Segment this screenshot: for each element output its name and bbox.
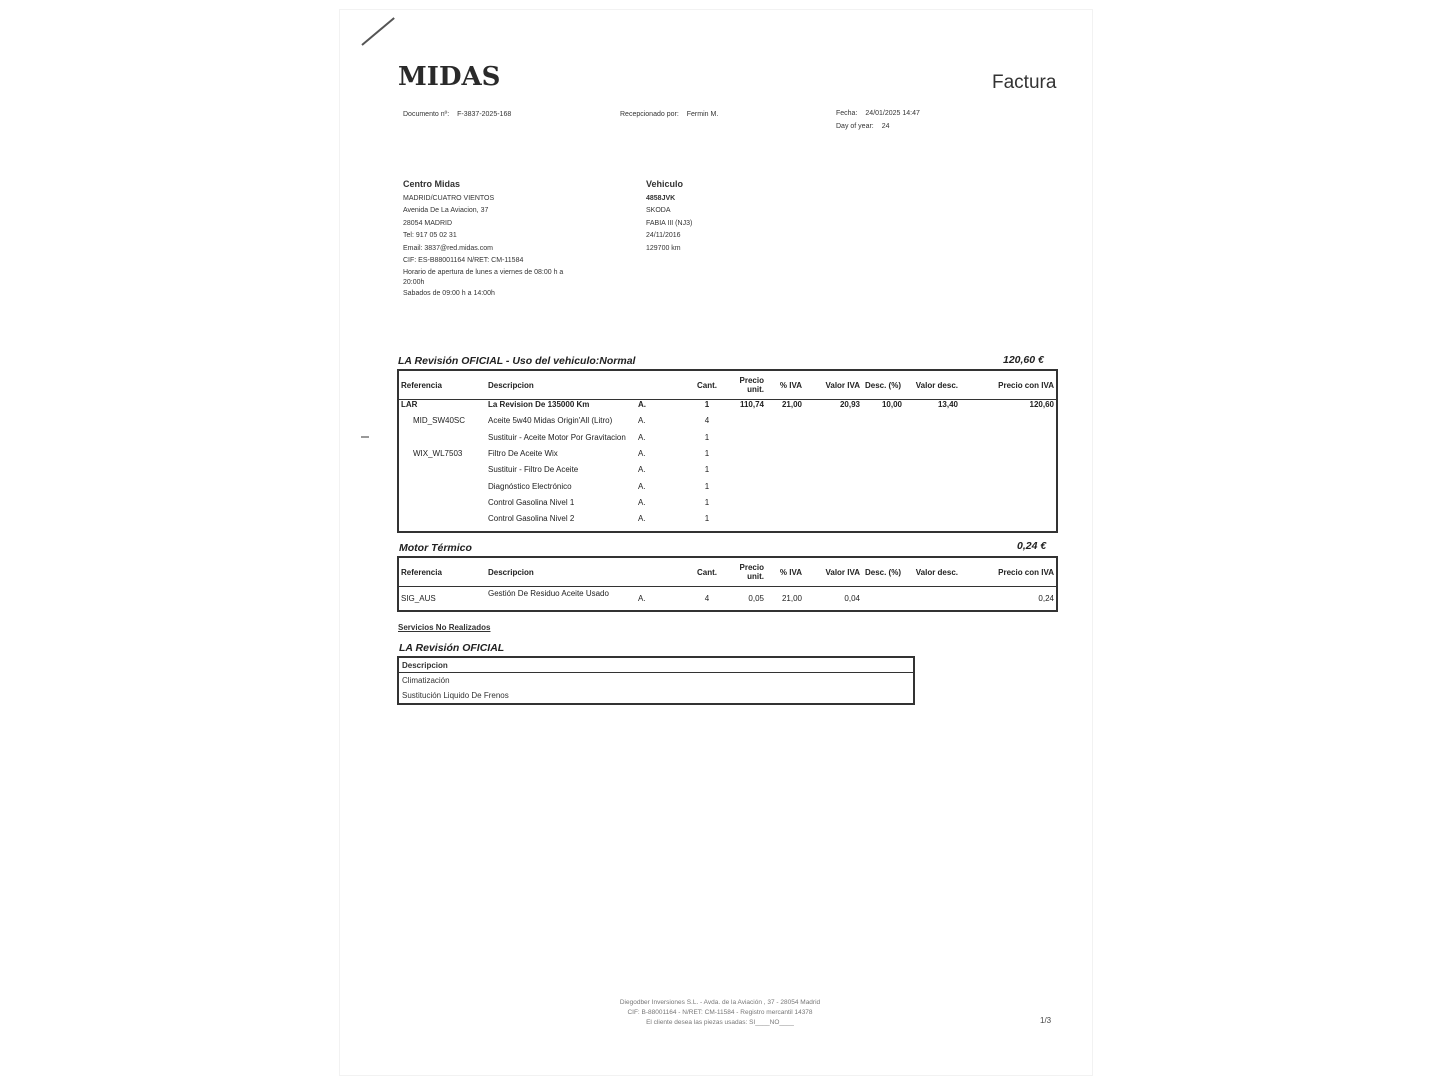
table-row: LAR La Revision De 135000 Km A. 1 110,74 21,00 20,93 10,00 13,40 120,60 <box>401 400 1054 409</box>
table-header-row <box>398 657 914 673</box>
center-line: 28054 MADRID <box>403 219 453 227</box>
invoice-date: Fecha: 24/01/2025 14:47 <box>836 110 920 117</box>
center-line: CIF: ES-B88001164 N/RET: CM-11584 <box>403 257 524 264</box>
col-precio-con-iva: Precio con IVA <box>960 370 1057 400</box>
col-valor-iva: Valor IVA <box>804 370 862 400</box>
col-valor-desc: Valor desc. <box>904 370 960 400</box>
table-row: Control Gasolina Nivel 1 A. 1 <box>488 498 710 508</box>
vehicle-mileage: 129700 km <box>646 244 681 252</box>
table-row: SIG_AUS Gestión De Residuo Aceite Usado A. 4 0,05 21,00 0,04 0,24 <box>401 589 1054 603</box>
col-desc-pct: Desc. (%) <box>862 370 904 400</box>
document-type: Factura <box>992 72 1057 93</box>
col-precio-unit: Precio unit. <box>726 370 766 400</box>
table-header-row <box>398 370 1057 400</box>
vehicle-registration-date: 24/11/2016 <box>646 232 681 239</box>
table-row: MID_SW40SC Aceite 5w40 Midas Origin'All (Litro) A. 4 <box>413 416 710 426</box>
vehicle-title: Vehiculo <box>646 179 684 189</box>
col-iva: % IVA <box>766 370 804 400</box>
footer <box>540 998 900 1028</box>
table-row: Sustituir - Filtro De Aceite A. 1 <box>488 465 710 475</box>
not-done-title: LA Revisión OFICIAL <box>399 642 505 654</box>
day-of-year: Day of year: 24 <box>836 123 890 130</box>
page-number: 1/3 <box>1040 1016 1052 1025</box>
footer-line: El cliente desea las piezas usadas: SI____NO____ <box>646 1019 794 1026</box>
col-descripcion: Descripcion <box>398 657 914 673</box>
not-done-heading: Servicios No Realizados <box>398 623 491 632</box>
table-header-row: Referencia Descripcion Cant. Precio unit. % IVA Valor IVA Desc. (%) Valor desc. Precio con IVA <box>398 557 1057 587</box>
items-table <box>397 369 1058 533</box>
center-line: Tel: 917 05 02 31 <box>403 232 457 239</box>
midas-logo: MIDAS <box>398 62 501 92</box>
center-line: Avenida De La Aviacion, 37 <box>403 207 489 214</box>
center-line: Email: 3837@red.midas.com <box>403 244 493 252</box>
scan-speck <box>361 436 369 438</box>
table-row: Control Gasolina Nivel 2 A. 1 <box>488 514 710 524</box>
footer-line: Diegodber Inversiones S.L. - Avda. de la Aviación , 37 - 28054 Madrid <box>619 999 821 1006</box>
not-done-table <box>397 656 915 705</box>
col-referencia: Referencia <box>398 370 486 400</box>
section-title: Motor Térmico <box>399 542 472 554</box>
table-row: Sustituir - Aceite Motor Por Gravitacion A. 1 <box>488 432 710 442</box>
col-cant: Cant. <box>688 370 726 400</box>
center-title: Centro Midas <box>403 179 461 189</box>
items-table <box>397 556 1058 612</box>
table-row: Climatización <box>402 676 450 685</box>
vehicle-model: FABIA III (NJ3) <box>646 219 693 227</box>
center-line: MADRID/CUATRO VIENTOS <box>403 194 495 202</box>
vehicle-plate: 4858JVK <box>646 194 676 202</box>
table-row: Diagnóstico Electrónico A. 1 <box>488 481 710 491</box>
section-title: LA Revisión OFICIAL - Uso del vehiculo:Normal <box>398 355 636 367</box>
opening-hours: Horario de apertura de lunes a viernes de 08:00 h a 20:00h <box>403 268 564 286</box>
table-row: WIX_WL7503 Filtro De Aceite Wix A. 1 <box>413 449 710 459</box>
vehicle-brand: SKODA <box>646 207 671 214</box>
table-row: Sustitución Liquido De Frenos <box>402 691 509 700</box>
saturday-hours: Sabados de 09:00 h a 14:00h <box>403 289 495 297</box>
footer-line: CIF: B-88001164 - N/RET: CM-11584 - Registro mercantil 14378 <box>627 1009 813 1016</box>
received-by: Recepcionado por: Fermin M. <box>620 111 719 118</box>
col-descripcion: Descripcion <box>486 370 636 400</box>
section-total: 0,24 € <box>1017 540 1047 552</box>
vehicle-info <box>646 178 692 255</box>
section-total: 120,60 € <box>1003 354 1044 366</box>
document-number: Documento nº: F-3837-2025-168 <box>403 111 512 118</box>
center-info <box>403 178 568 300</box>
